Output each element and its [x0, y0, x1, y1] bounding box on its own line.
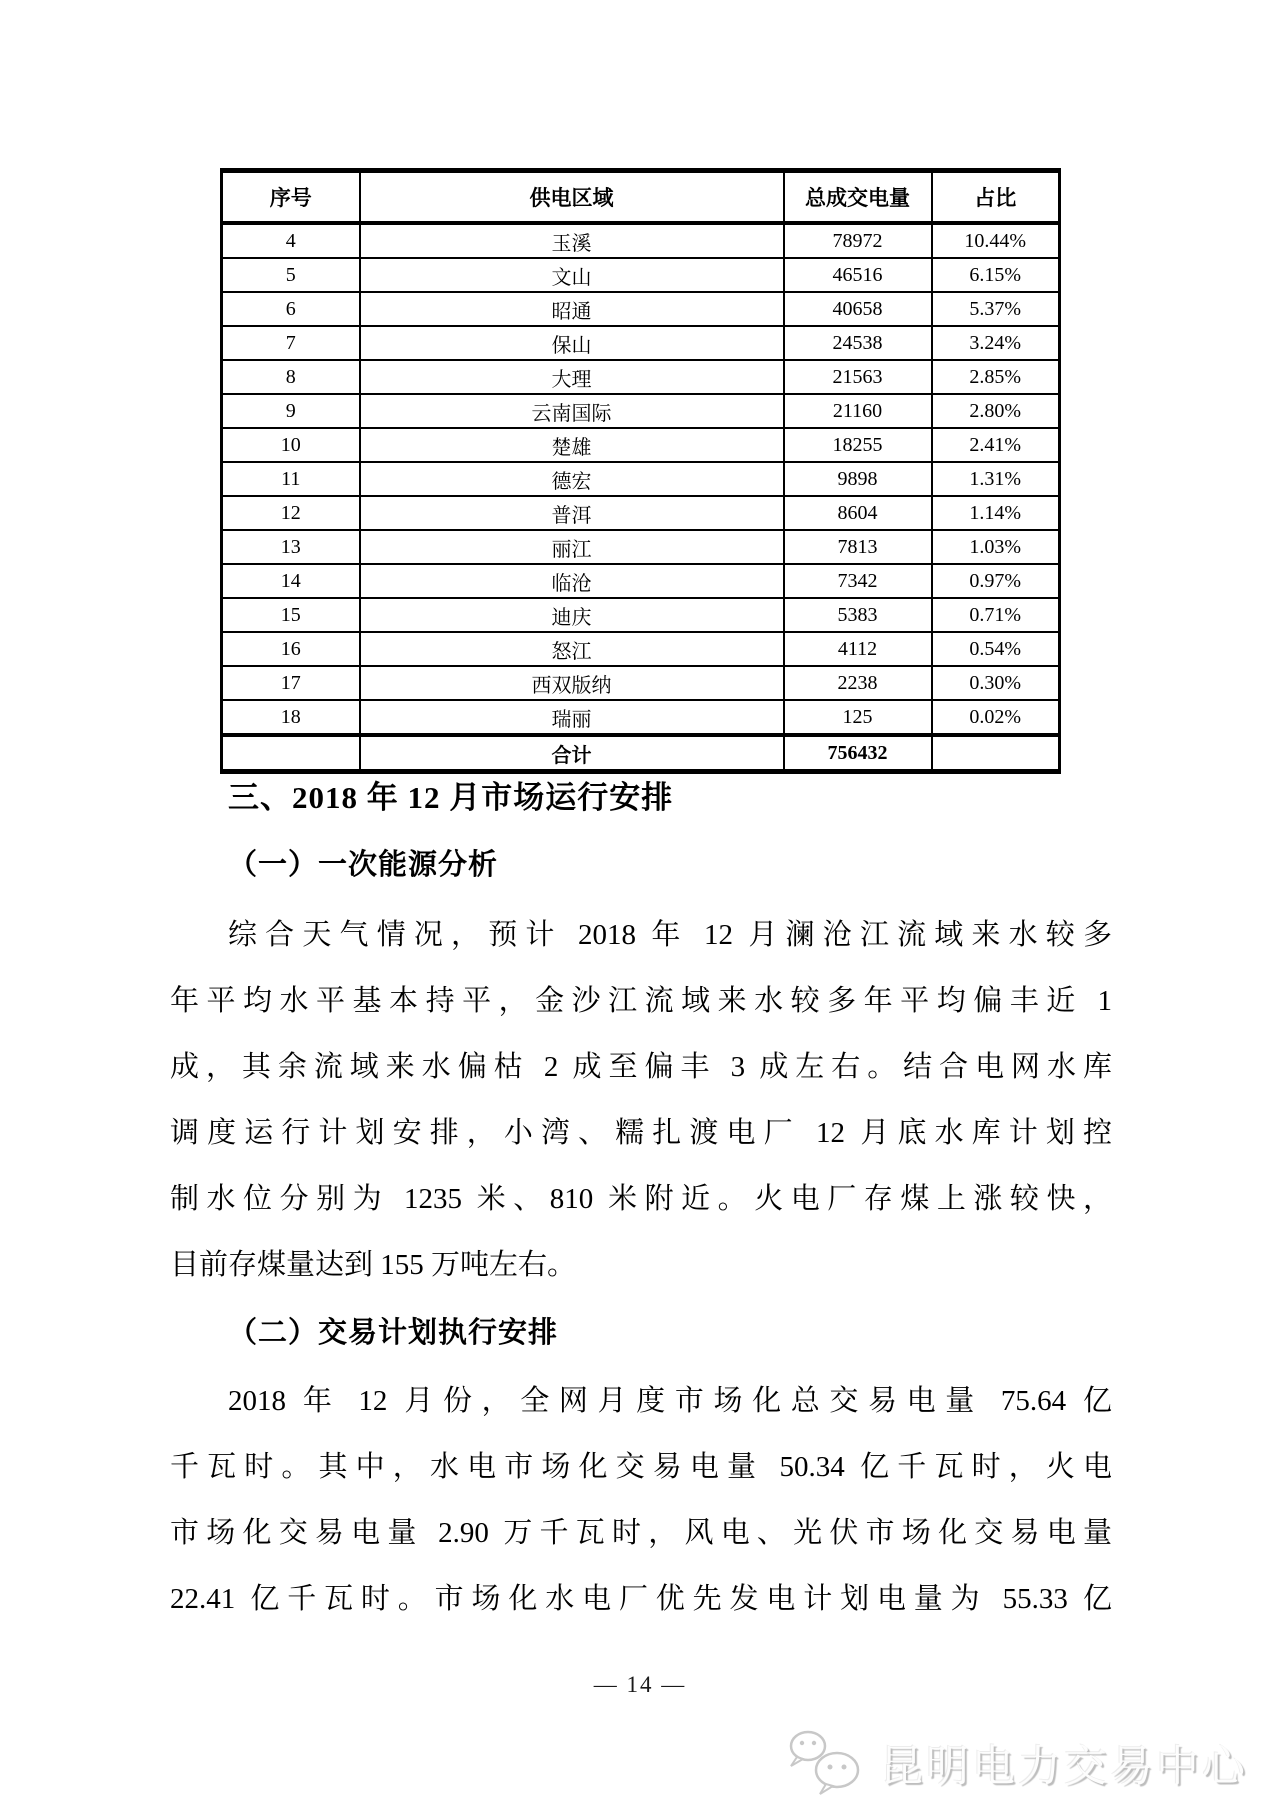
table-cell: 7 [222, 326, 360, 360]
table-cell: 15 [222, 598, 360, 632]
text-line: 千瓦时。其中，水电市场化交易电量 50.34 亿千瓦时，火电 [170, 1451, 1112, 1483]
text-line: 目前存煤量达到 155 万吨左右。 [170, 1249, 577, 1281]
table-cell: 6 [222, 292, 360, 326]
table-cell: 16 [222, 632, 360, 666]
table-cell: 9898 [784, 462, 932, 496]
table-cell: 13 [222, 530, 360, 564]
watermark [784, 1728, 1248, 1798]
table-cell: 2.80% [932, 394, 1060, 428]
table-cell [932, 735, 1060, 772]
text-line: 2018 年 12 月份，全网月度市场化总交易电量 75.64 亿 [228, 1385, 1112, 1417]
table-row [222, 360, 1060, 394]
table-cell: 怒江 [360, 632, 784, 666]
table-cell: 10.44% [932, 223, 1060, 258]
table-row [222, 394, 1060, 428]
table-header-cell: 总成交电量 [784, 171, 932, 224]
table-cell: 3.24% [932, 326, 1060, 360]
table-cell: 5383 [784, 598, 932, 632]
text-line: 22.41 亿千瓦时。市场化水电厂优先发电计划电量为 55.33 亿 [170, 1583, 1112, 1615]
table-cell: 10 [222, 428, 360, 462]
table-header-row [222, 171, 1060, 224]
table-row [222, 223, 1060, 258]
table-cell: 2238 [784, 666, 932, 700]
table-cell: 西双版纳 [360, 666, 784, 700]
table-cell: 0.54% [932, 632, 1060, 666]
table-cell: 大理 [360, 360, 784, 394]
table-row [222, 598, 1060, 632]
subsection-heading-energy: （一）一次能源分析 [228, 849, 499, 881]
table-cell: 21563 [784, 360, 932, 394]
table-cell: 德宏 [360, 462, 784, 496]
table-total-row [222, 735, 1060, 772]
paragraph-energy-analysis [170, 902, 1112, 1298]
table-cell: 40658 [784, 292, 932, 326]
watermark-text: 昆明电力交易中心 [880, 1743, 1248, 1791]
table-cell: 5 [222, 258, 360, 292]
table-cell: 46516 [784, 258, 932, 292]
table-row [222, 530, 1060, 564]
table-row [222, 326, 1060, 360]
table-cell: 瑞丽 [360, 700, 784, 735]
table-cell: 5.37% [932, 292, 1060, 326]
table-cell: 9 [222, 394, 360, 428]
wechat-icon [784, 1728, 870, 1798]
table-header-cell: 占比 [932, 171, 1060, 224]
table-cell: 14 [222, 564, 360, 598]
page-number: — 14 — [593, 1672, 687, 1697]
table-cell: 756432 [784, 735, 932, 772]
table-cell: 0.71% [932, 598, 1060, 632]
table-cell: 4 [222, 223, 360, 258]
table-cell: 云南国际 [360, 394, 784, 428]
table-cell: 125 [784, 700, 932, 735]
table-cell: 文山 [360, 258, 784, 292]
table-row [222, 632, 1060, 666]
table-cell: 普洱 [360, 496, 784, 530]
table-cell: 18255 [784, 428, 932, 462]
table-cell: 7342 [784, 564, 932, 598]
power-trade-table [220, 168, 1061, 774]
table-row [222, 496, 1060, 530]
table-row [222, 428, 1060, 462]
table-cell: 11 [222, 462, 360, 496]
table-row [222, 564, 1060, 598]
table-header-cell: 序号 [222, 171, 360, 224]
table-cell: 楚雄 [360, 428, 784, 462]
text-line: 年平均水平基本持平，金沙江流域来水较多年平均偏丰近 1 [170, 985, 1112, 1017]
table-row [222, 258, 1060, 292]
table-cell: 2.41% [932, 428, 1060, 462]
table-cell: 24538 [784, 326, 932, 360]
table-cell: 1.14% [932, 496, 1060, 530]
table-cell: 丽江 [360, 530, 784, 564]
table-cell: 21160 [784, 394, 932, 428]
table-cell: 合计 [360, 735, 784, 772]
table-cell: 0.02% [932, 700, 1060, 735]
table-cell: 0.97% [932, 564, 1060, 598]
table-cell: 8604 [784, 496, 932, 530]
text-line: 调度运行计划安排，小湾、糯扎渡电厂 12 月底水库计划控 [170, 1117, 1112, 1149]
table-cell: 7813 [784, 530, 932, 564]
table-row [222, 462, 1060, 496]
table-cell: 迪庆 [360, 598, 784, 632]
table-header-cell: 供电区域 [360, 171, 784, 224]
table-row [222, 666, 1060, 700]
text-line: 成，其余流域来水偏枯 2 成至偏丰 3 成左右。结合电网水库 [170, 1051, 1112, 1083]
table-cell: 12 [222, 496, 360, 530]
table-cell: 1.03% [932, 530, 1060, 564]
table-cell: 78972 [784, 223, 932, 258]
table-cell: 6.15% [932, 258, 1060, 292]
table-cell: 0.30% [932, 666, 1060, 700]
table-cell: 18 [222, 700, 360, 735]
table-cell [222, 735, 360, 772]
paragraph-trade-plan [170, 1368, 1112, 1632]
table-body [222, 223, 1060, 772]
table-cell: 4112 [784, 632, 932, 666]
text-line: 制水位分别为 1235 米、810 米附近。火电厂存煤上涨较快， [170, 1183, 1112, 1215]
table-row [222, 292, 1060, 326]
subsection-heading-trade-plan: （二）交易计划执行安排 [228, 1317, 559, 1349]
table-cell: 昭通 [360, 292, 784, 326]
table-cell: 1.31% [932, 462, 1060, 496]
table-cell: 17 [222, 666, 360, 700]
text-line: 综合天气情况，预计 2018 年 12 月澜沧江流域来水较多 [228, 919, 1112, 951]
table-cell: 8 [222, 360, 360, 394]
text-line: 市场化交易电量 2.90 万千瓦时，风电、光伏市场化交易电量 [170, 1517, 1112, 1549]
table-cell: 临沧 [360, 564, 784, 598]
table-cell: 玉溪 [360, 223, 784, 258]
table-cell: 2.85% [932, 360, 1060, 394]
table-cell: 保山 [360, 326, 784, 360]
section-heading: 三、2018 年 12 月市场运行安排 [228, 780, 674, 815]
table-row [222, 700, 1060, 735]
